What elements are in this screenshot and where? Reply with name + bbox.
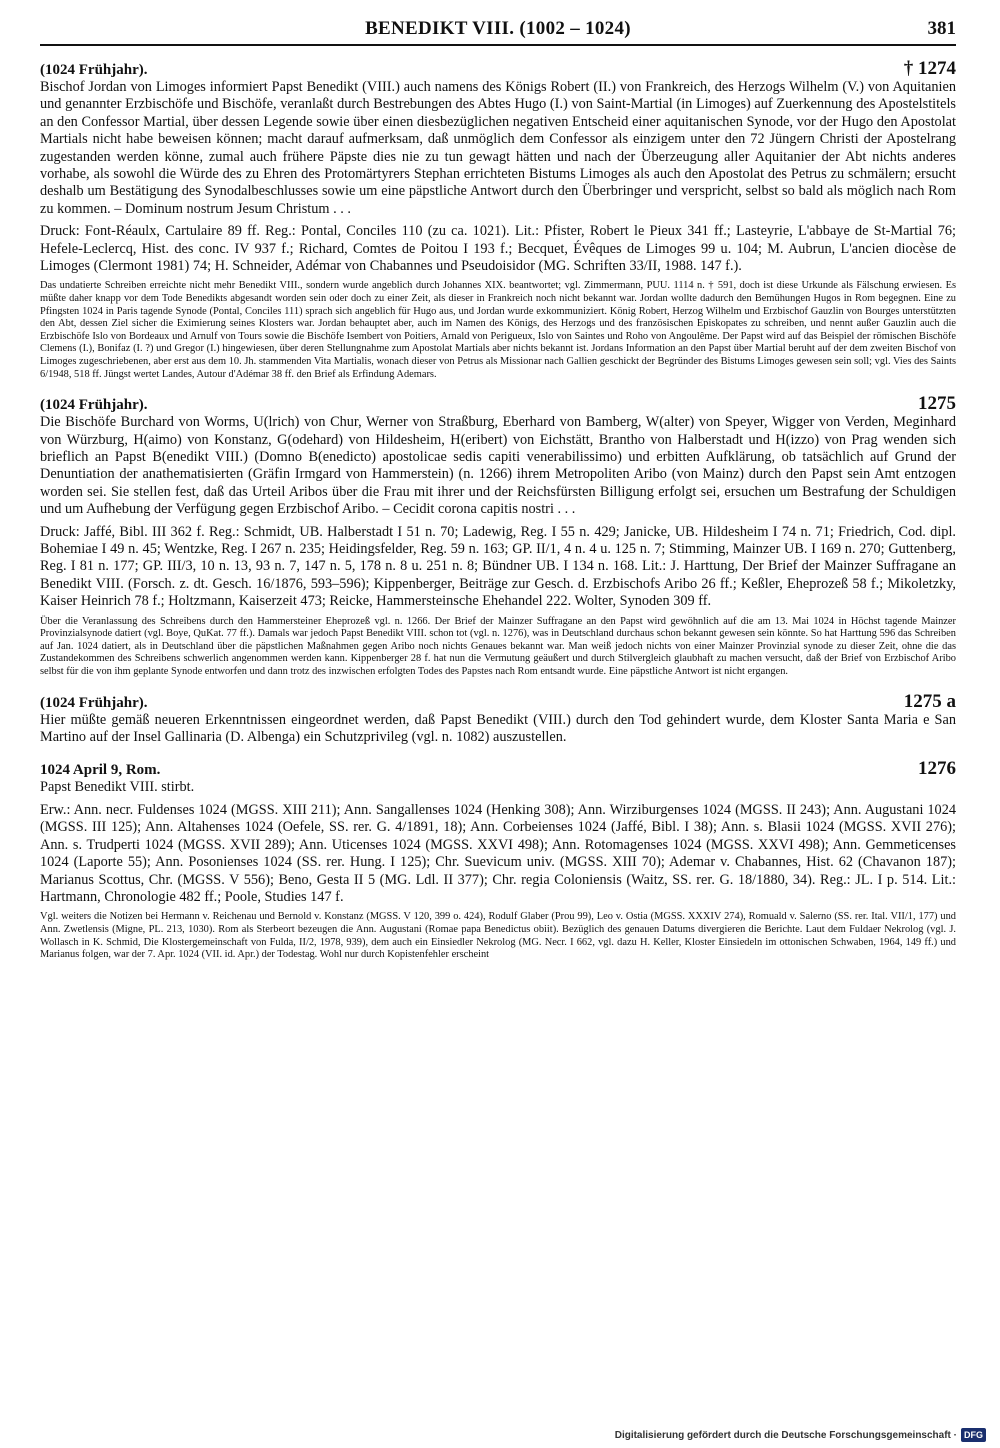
sources-text: Druck: Jaffé, Bibl. III 362 f. Reg.: Schmidt, UB. Halberstadt I 51 n. 70; Ladewig, Reg. I 55 n. 429; Janicke, UB. Hildesheim I 74 n. 71; Friedrich, Cod. dipl. Bohemiae I 49 n. 45; Wentzke, Reg. I 267 n. 235; Heidingsfelder, Reg. 59 n. 163; GP. II/1, 4 n. 4 u. 125 n. 7; Stimming, Mainzer UB. I 169 n. 270; Guttenberg, Reg. I 81 n. 177; GP. III/3, 10 n. 13, 93 n. 7, 147 n. 5, 178 n. 8 u. 251 n. 8; Bündner UB. I 134 n. 168. Lit.: J. Harttung, Der Brief der Mainzer Suffragane an Benedikt VIII. (Forsch. z. dt. Gesch. 16/1876, 593–596); Kippenberger, Beiträge zur Gesch. d. Erzbischofs Aribo 26 ff.; Keßler, Eheprozeß 58 f.; Mikoletzky, Kaiser Heinrich 78 f.; Holtzmann, Kaiserzeit 473; Reicke, Hammersteinsche Ehehandel 222. Wolter, Synoden 309 ff. <box>40 523 956 610</box>
entry-head <box>40 395 956 414</box>
entry-1276 <box>40 760 956 961</box>
digitization-credit <box>615 1428 986 1442</box>
commentary-text: Über die Veranlassung des Schreibens durch den Hammersteiner Eheprozeß vgl. n. 1266. Der Brief der Mainzer Suffragane an den Papst wird gewöhnlich auf die am 13. Mai 1024 in Höchst tagende Mainzer Provinzialsynode datiert (vgl. Boye, QuKat. 77 ff.). Damals war jedoch Papst Benedikt VIII. schon tot (vgl. n. 1276), was in Deutschland durchaus schon bekannt gewesen sein könnte. So hat Harttung 596 das Schreiben auf Jan. 1024 datiert, als in Deutschland über die päpstlichen Maßnahmen gegen Aribo noch nichts Genaues bekannt war. Man weiß jedoch nichts von einer Mainzer Provinzial synode zu dieser Zeit, ohne die das Zustandekommen des Schreibens schwerlich angenommen werden kann. Kippenberger 28 f. hat nun die Vermutung geäußert und durch Stilvergleich glaubhaft zu machen versucht, daß der Brief von Erzbischof Aribo selbst für die von ihm geplante Synode entworfen und dann trotz des inzwischen erfolgten Todes des Papstes nach Rom entsandt wurde. Eine päpstliche Antwort ist nicht ergangen. <box>40 615 956 678</box>
sources-text: Druck: Font-Réaulx, Cartulaire 89 ff. Reg.: Pontal, Conciles 110 (zu ca. 1021). Lit.: Pfister, Robert le Pieux 341 ff.; Lasteyrie, L'abbaye de St-Martial 76; Hefele-Leclercq, Hist. des conc. IV 937 f.; Richard, Comtes de Poitou I 193 f.; Becquet, Évêques de Limoges 99 u. 104; M. Aubrun, L'ancien diocèse de Limoges (Clermont 1981) 74; H. Schneider, Adémar von Chabannes und Pseudoisidor (MG. Schriften 33/II, 1988. 147 f.). <box>40 223 956 275</box>
regest-text: Hier müßte gemäß neueren Erkenntnissen eingeordnet werden, daß Papst Benedikt (VIII.) durch den Tod gehindert wurde, dem Kloster Santa Maria e San Martino auf der Insel Gallinaria (D. Albenga) ein Schutzprivileg (vgl. n. 1082) auszustellen. <box>40 711 956 746</box>
sources-text: Erw.: Ann. necr. Fuldenses 1024 (MGSS. XIII 211); Ann. Sangallenses 1024 (Henking 308); Ann. Wirziburgenses 1024 (MGSS. II 243); Ann. Augustani 1024 (MGSS. III 125); Ann. Altahenses 1024 (Oefele, SS. rer. G. 4/1891, 18); Ann. Corbeienses 1024 (Jaffé, Bibl. I 38); Ann. s. Blasii 1024 (MGSS. XVII 276); Ann. s. Trudperti 1024 (MGSS. XVII 289); Ann. Uticenses 1024 (MGSS. XXVI 498); Ann. Rotomagenses 1024 (MGSS. XXVI 498); Ann. Gemmeticenses 1024 (Laporte 55); Ann. Posonienses 1024 (SS. rer. Hung. I 125); Chr. Suevicum univ. (MGSS. XIII 70); Ademar v. Chabannes, Hist. 62 (Chavanon 187); Marianus Scottus, Chr. (MGSS. V 556); Beno, Gesta II 5 (MG. Ldl. II 377); Chr. regia Coloniensis (Waitz, SS. rer. G. 18/1880, 34). Reg.: JL. I p. 514. Lit.: Hartmann, Chronologie 482 ff.; Poole, Studies 147 f. <box>40 801 956 905</box>
page <box>40 14 956 962</box>
entry-number: † 1274 <box>903 58 956 79</box>
running-title: BENEDIKT VIII. (1002 – 1024) <box>365 18 631 39</box>
entry-date: (1024 Frühjahr). <box>40 62 148 78</box>
running-head <box>40 14 956 46</box>
entry-1275 <box>40 395 956 678</box>
entry-1275a <box>40 690 956 747</box>
regest-text: Die Bischöfe Burchard von Worms, U(lrich) von Chur, Werner von Straßburg, Eberhard von Bamberg, W(alter) von Speyer, Wigger von Verden, Meginhard von Würzburg, H(aimo) von Konstanz, G(odehard) von Hildesheim, H(eribert) von Eichstätt, Brantho von Halberstadt und H(izzo) von Prag wenden sich brieflich an Papst B(enedikt VIII.) (Domno B(enedicto) apostolicae sedis capiti venerabilissimo) und erbitten Aufklärung, ob tatsächlich auf Grund der Denuntiation der anathematisierten (Gräfin Irmgard von Hammerstein) (n. 1266) ihrem Metropoliten Aribo (von Mainz) durch den Papst sein Amt entzogen worden sei. Sie stellen fest, daß das Urteil Aribos über die Frau mit ihrer und der Reichsfürsten Billigung erfolgt sei, ersuchen um Bestrafung der Schuldigen und um Aufhebung der Verfügung gegen Erzbischof Aribo. – Cecidit corona capitis nostri . . . <box>40 414 956 518</box>
entry-date: (1024 Frühjahr). <box>40 694 148 711</box>
entry-head <box>40 760 956 779</box>
entry-number: 1275 a <box>903 690 956 712</box>
entry-1274 <box>40 60 956 381</box>
entry-date: 1024 April 9, Rom. <box>40 762 161 779</box>
entry-number: 1275 <box>918 393 956 415</box>
entry-head <box>40 60 956 79</box>
page-number: 381 <box>927 18 956 39</box>
commentary-text: Das undatierte Schreiben erreichte nicht mehr Benedikt VIII., sondern wurde angeblich durch Johannes XIX. beantwortet; vgl. Zimmermann, PUU. 1114 n. † 591, doch ist diese Urkunde als Fälschung erwiesen. Es müßte daher knapp vor dem Tode Benedikts abgesandt worden sein oder doch zu einer Zeit, als dieser in Frankreich noch nicht bekannt war. Jordan wollte dadurch den Bemühungen Hugos in Rom begegnen. Eine zu Pfingsten 1024 in Paris tagende Synode (Pontal, Conciles 111) sprach sich angeblich für Hugo aus, und Jordan wurde exkommuniziert. König Robert, Herzog Wilhelm und Erzbischof Gauzlin von Bourges unterstützten den Abt, dessen Ziel sicher die Eximierung seines Klosters war. Jordan behauptet aber, auch im Namen des Königs, des Herzogs und des französischen Episkopates zu schreiben, und nennt außer Gauzlin auch die Erzbischöfe Islo von Bordeaux und Arnulf von Tours sowie die Bischöfe Isembert von Poitiers, Arnald von Perigueux, Islo von Saintes und Roho von Angoulême. Der Papst wird auf das Beispiel der römischen Bischöfe Clemens (I.), Bonifaz (I. ?) und Gregor (I.) hingewiesen, über deren Stellungnahme zum Apostolat Martials aber nichts bekannt ist. Jordans Information an den Papst über Martial beruht auf der dem zweiten Bischof von Limoges zugeschriebenen, aber erst aus dem 10. Jh. stammenden Vita Martialis, wonach dieser von Petrus als Missionar nach Gallien geschickt der Begründer des Bistums Limoges gewesen sein soll; vgl. Vies des Saints 6/1948, 518 ff. Jüngst wertet Landes, Autour d'Adémar 38 ff. den Brief als Erfindung Ademars. <box>40 280 956 380</box>
entry-head <box>40 690 956 712</box>
credit-text: Digitalisierung gefördert durch die Deutsche Forschungsgemeinschaft · <box>614 1429 957 1441</box>
regest-text: Bischof Jordan von Limoges informiert Papst Benedikt (VIII.) auch namens des Königs Robert (II.) von Frankreich, des Herzogs Wilhelm (V.) von Aquitanien und genannter Erzbischöfe und Bischöfe, veranlaßt durch Bestrebungen des Abtes Hugo (I.) von Saint-Martial (in Limoges) auf Zuerkennung des Apostelstitels an den Confessor Martial, über dessen Legende sowie über einen diesbezüglichen negativen Entscheid einer aquitanischen Synode, vor der Hugo den Apostolat Martials nicht habe beweisen können; macht darauf aufmerksam, daß unmöglich dem Confessor als einzigem unter den 72 Jüngern Christi der Apostelrang zugestanden werden könne, zumal auch frühere Päpste dies nie zu tun gewagt hätten und nach der Überzeugung aller Aquitanier der Abt nichts anderes vorhabe, als sowohl die Würde des zu Ehren des Protomärtyrers Stephan errichteten Bistums Limoges als auch den Apostolat des Petrus zu schmälern; ersucht deshalb um Bestätigung des Synodalbeschlusses sowie um eine päpstliche Antwort durch den Überbringer und verspricht, selbst so bald als möglich nach Rom zu kommen. – Dominum nostrum Jesum Christum . . . <box>40 79 956 217</box>
regest-text: Papst Benedikt VIII. stirbt. <box>40 779 195 796</box>
dfg-logo: DFG <box>961 1428 986 1442</box>
entry-date: (1024 Frühjahr). <box>40 397 148 414</box>
entry-number: 1276 <box>918 758 956 780</box>
commentary-text: Vgl. weiters die Notizen bei Hermann v. Reichenau und Bernold v. Konstanz (MGSS. V 120, 399 o. 424), Rodulf Glaber (Prou 99), Leo v. Ostia (MGSS. XXXIV 274), Romuald v. Salerno (SS. rer. Ital. VII/1, 177) und Ann. Zwetlensis (Migne, PL. 213, 1030). Rom als Sterbeort bezeugen die Ann. Augustani (Romae papa Benedictus obiit). Bezüglich des genauen Datums divergieren die Berichte. Laut dem Fuldaer Nekrolog (vgl. J. Wollasch in K. Schmid, Die Klostergemeinschaft von Fulda, II/2, 1978, 939), dem auch ein Einsiedler Nekrolog (MG. Necr. I 662, vgl. dazu H. Keller, Kloster Einsiedeln im ottonischen Schwaben, 1964, 149 ff.) und Marianus folgen, war der 7. Apr. 1024 (VII. id. Apr.) der Todestag. Wohl nur durch Kopistenfehler erscheint <box>40 911 956 961</box>
